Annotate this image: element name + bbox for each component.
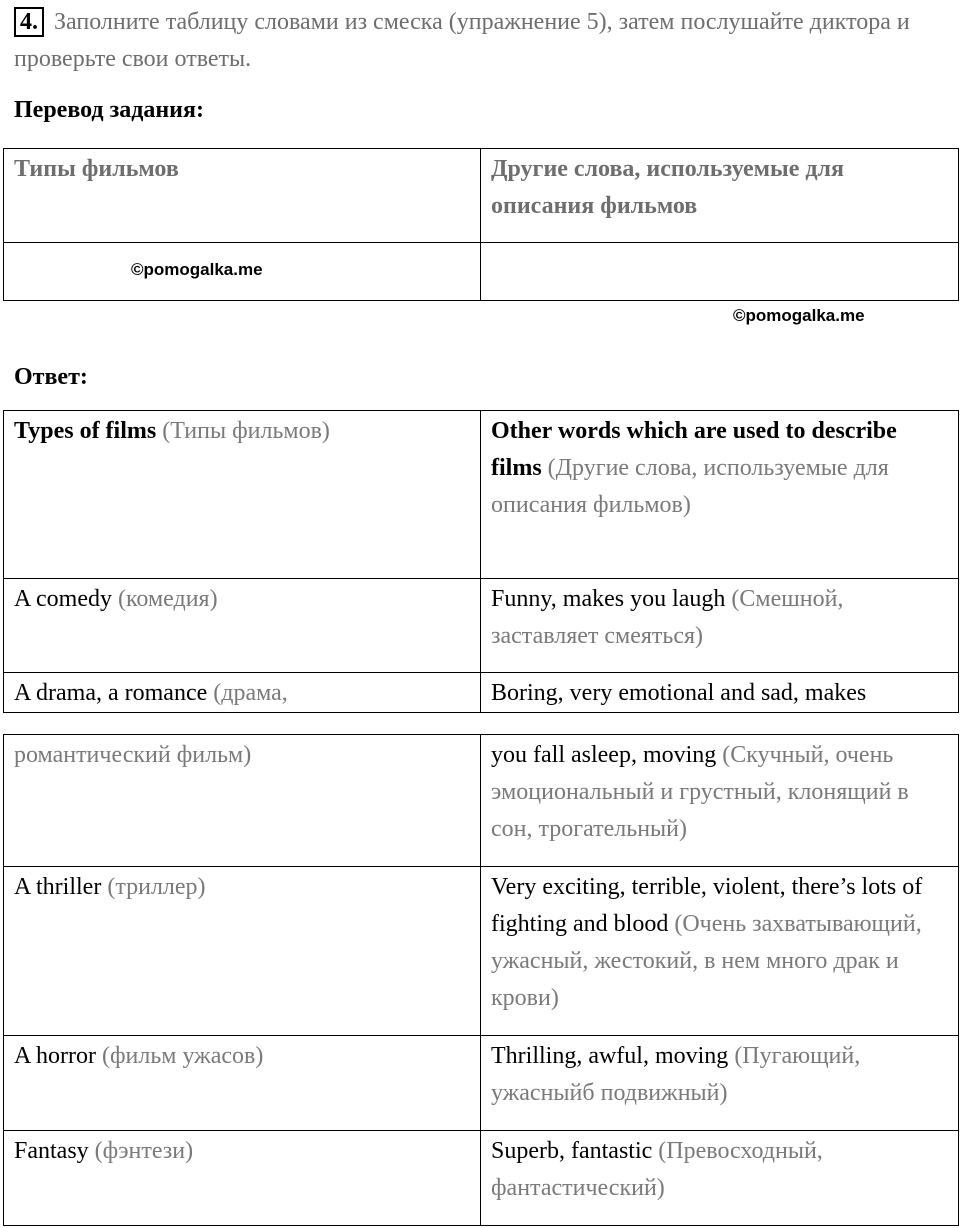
film-type-cell [4, 1036, 481, 1131]
film-type-ru: (фильм ужасов) [101, 1043, 264, 1069]
film-type-ru: (фэнтези) [94, 1138, 194, 1164]
table-row [4, 673, 959, 713]
film-type-cell [4, 867, 481, 1036]
answer-col2-header [481, 411, 959, 579]
film-description-cell [481, 1036, 959, 1131]
answer-table [3, 410, 959, 713]
film-description-cell [481, 1131, 959, 1226]
table-row [4, 1131, 959, 1226]
table-row [4, 579, 959, 673]
film-type-en: Fantasy [14, 1138, 89, 1164]
film-type-cell [4, 673, 481, 713]
task-number: 4. [14, 7, 44, 37]
table-row [4, 1036, 959, 1131]
film-type-en: A thriller [14, 874, 102, 900]
film-type-cell [4, 1131, 481, 1226]
film-description-ru: (Превосходный, фантастический) [491, 1138, 823, 1201]
col2-header-en: Other words which are used to describe films [491, 418, 897, 481]
film-type-en: A drama, a romance [14, 680, 208, 706]
film-description-ru: (Очень захватывающий, ужасный, жестокий, в нем много драк и крови) [491, 911, 922, 1011]
film-type-en: A horror [14, 1043, 96, 1069]
translation-header-row [4, 149, 959, 243]
table-row [4, 867, 959, 1036]
film-description-cell [481, 579, 959, 673]
film-type-en: A comedy [14, 586, 112, 612]
film-description-ru: (Пугающий, ужасныйб подвижный) [491, 1043, 861, 1106]
film-description-en: Funny, makes you laugh [491, 586, 726, 612]
film-description-ru: (Скучный, очень эмоциональный и грустный, клонящий в сон, трогательный) [491, 742, 909, 842]
table-row [4, 735, 959, 867]
watermark: ©pomogalka.me [131, 260, 263, 279]
film-description-en: you fall asleep, moving [491, 742, 717, 768]
col1-header-ru: (Типы фильмов) [162, 418, 330, 444]
film-description-ru: (Смешной, заставляет смеяться) [491, 586, 844, 649]
translation-col2-header: Другие слова, используемые для описания фильмов [481, 149, 959, 243]
task-statement [14, 4, 949, 78]
film-description-cell [481, 673, 959, 713]
watermark: ©pomogalka.me [733, 306, 865, 325]
translation-heading: Перевод задания: [14, 97, 204, 123]
answer-heading: Ответ: [14, 364, 88, 390]
film-type-cell [4, 735, 481, 867]
film-description-cell [481, 867, 959, 1036]
film-description-en: Superb, fantastic [491, 1138, 653, 1164]
film-description-en: Thrilling, awful, moving [491, 1043, 729, 1069]
answer-header-row [4, 411, 959, 579]
film-type-ru: (триллер) [107, 874, 206, 900]
film-type-ru: (драма, [213, 680, 288, 706]
translation-empty-cell-2 [481, 243, 959, 301]
film-type-cell [4, 579, 481, 673]
col1-header-en: Types of films [14, 418, 157, 444]
translation-col1-header: Типы фильмов [4, 149, 481, 243]
film-description-en: Very exciting, terrible, violent, there’s lots of fighting and blood [491, 874, 923, 937]
answer-col1-header [4, 411, 481, 579]
film-type-ru: романтический фильм) [14, 742, 252, 768]
film-description-en: Boring, very emotional and sad, makes [491, 680, 867, 706]
col2-header-ru: (Другие слова, используемые для описания фильмов) [491, 455, 889, 518]
task-text: Заполните таблицу словами из смеска (упражнение 5), затем послушайте диктора и проверьте свои ответы. [14, 9, 910, 72]
answer-table-continued [3, 734, 959, 1226]
film-description-cell [481, 735, 959, 867]
film-type-ru: (комедия) [117, 586, 218, 612]
